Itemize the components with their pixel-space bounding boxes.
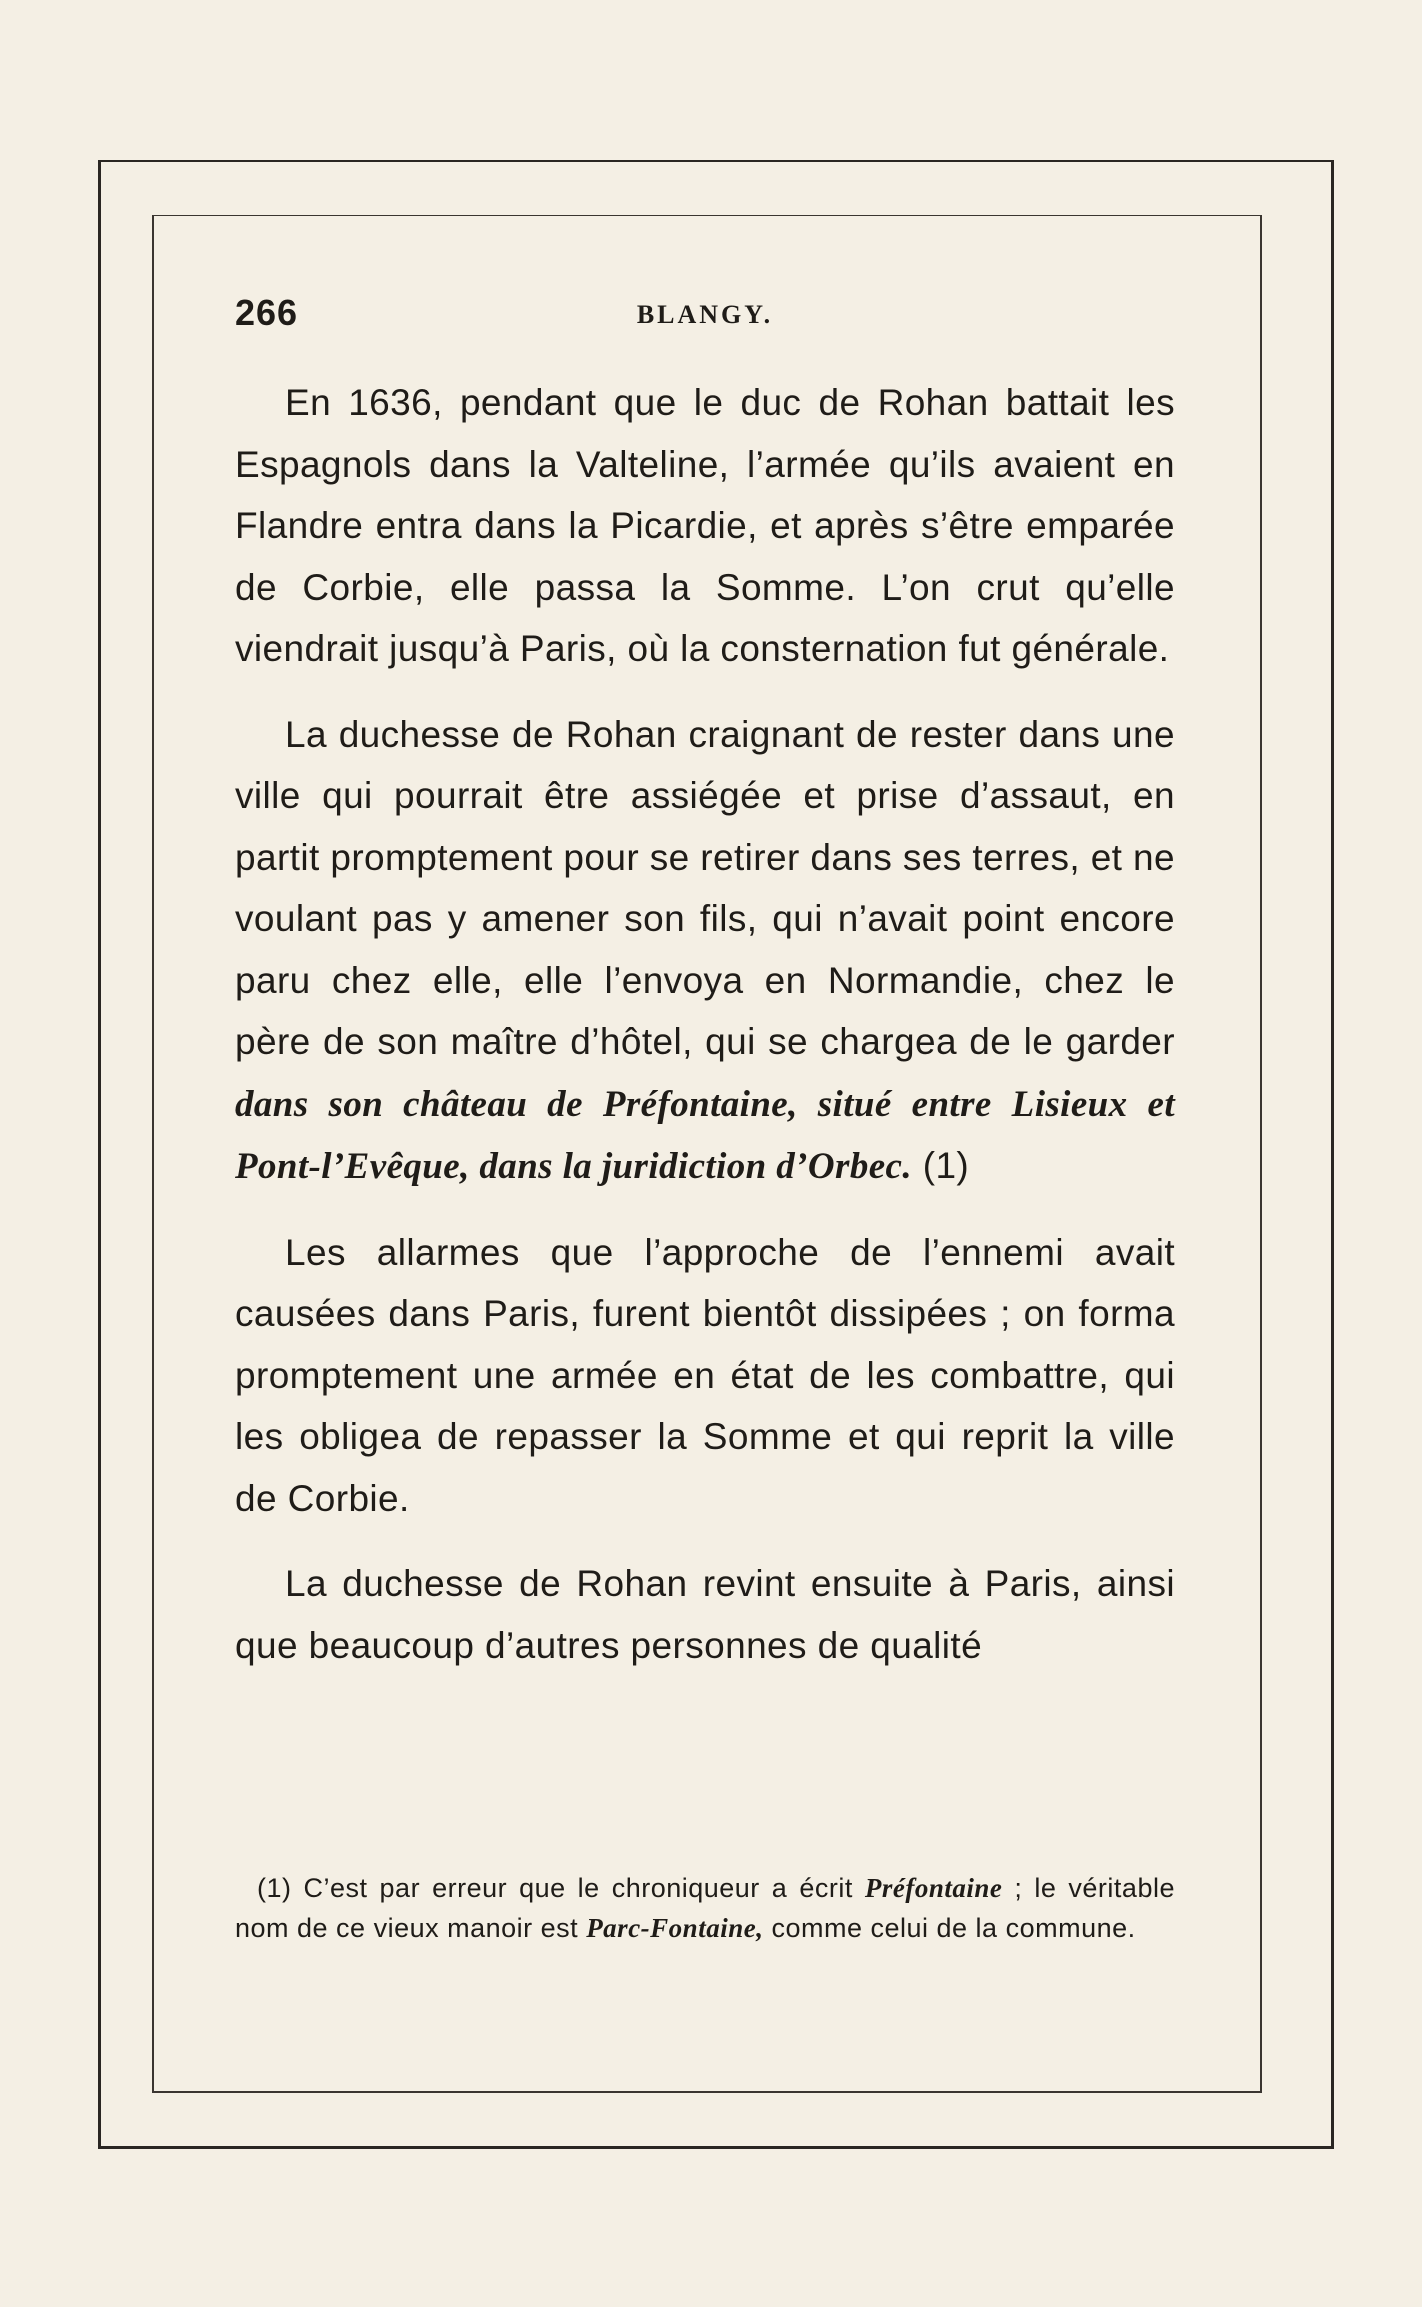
footnote-reference: (1)	[922, 1145, 970, 1186]
running-head: BLANGY.	[636, 300, 774, 329]
footnote-part-b: ; le véritable nom de ce vieux manoir est	[235, 1873, 1175, 1943]
body-text	[235, 372, 1175, 1700]
paragraph-2-text: La duchesse de Rohan craignant de rester dans une ville qui pourrait être assiégée et prise d’assaut, en partit promptement pour se retirer dans ses terres, et ne voulant pas y amener son fils, qui n’avait point encore paru chez elle, elle l’envoya en Normandie, chez le père de son maître d’hôtel, qui se chargea de le garder	[235, 713, 1175, 1062]
paragraph-2	[235, 704, 1175, 1198]
paragraph-2-italic: dans son château de Préfontaine, situé entre Lisieux et Pont-l’Evêque, dans la juridiction d’Orbec.	[235, 1083, 1175, 1187]
page-header	[235, 292, 1175, 348]
paragraph-1: En 1636, pendant que le duc de Rohan battait les Espagnols dans la Valteline, l’armée qu’ils avaient en Flandre entra dans la Picardie, et après s’être emparée de Corbie, elle passa la Somme. L’on crut qu’elle viendrait jusqu’à Paris, où la consternation fut générale.	[235, 382, 1175, 669]
page-number: 266	[235, 292, 299, 333]
footnote-italic-1: Préfontaine	[864, 1873, 1003, 1903]
footnote-text	[235, 1868, 1175, 1948]
footnote-italic-2: Parc-Fontaine,	[586, 1913, 764, 1943]
footnote	[235, 1868, 1175, 1948]
footnote-part-a: (1) C’est par erreur que le chroniqueur a écrit	[257, 1873, 853, 1903]
paragraph-4: La duchesse de Rohan revint ensuite à Paris, ainsi que beaucoup d’autres personnes de qualité	[235, 1563, 1175, 1666]
footnote-part-c: comme celui de la commune.	[771, 1913, 1136, 1943]
paragraph-3: Les allarmes que l’approche de l’ennemi avait causées dans Paris, furent bientôt dissipées ; on forma promptement une armée en état de les combattre, qui les obligea de repasser la Somme et qui reprit la ville de Corbie.	[235, 1231, 1175, 1519]
